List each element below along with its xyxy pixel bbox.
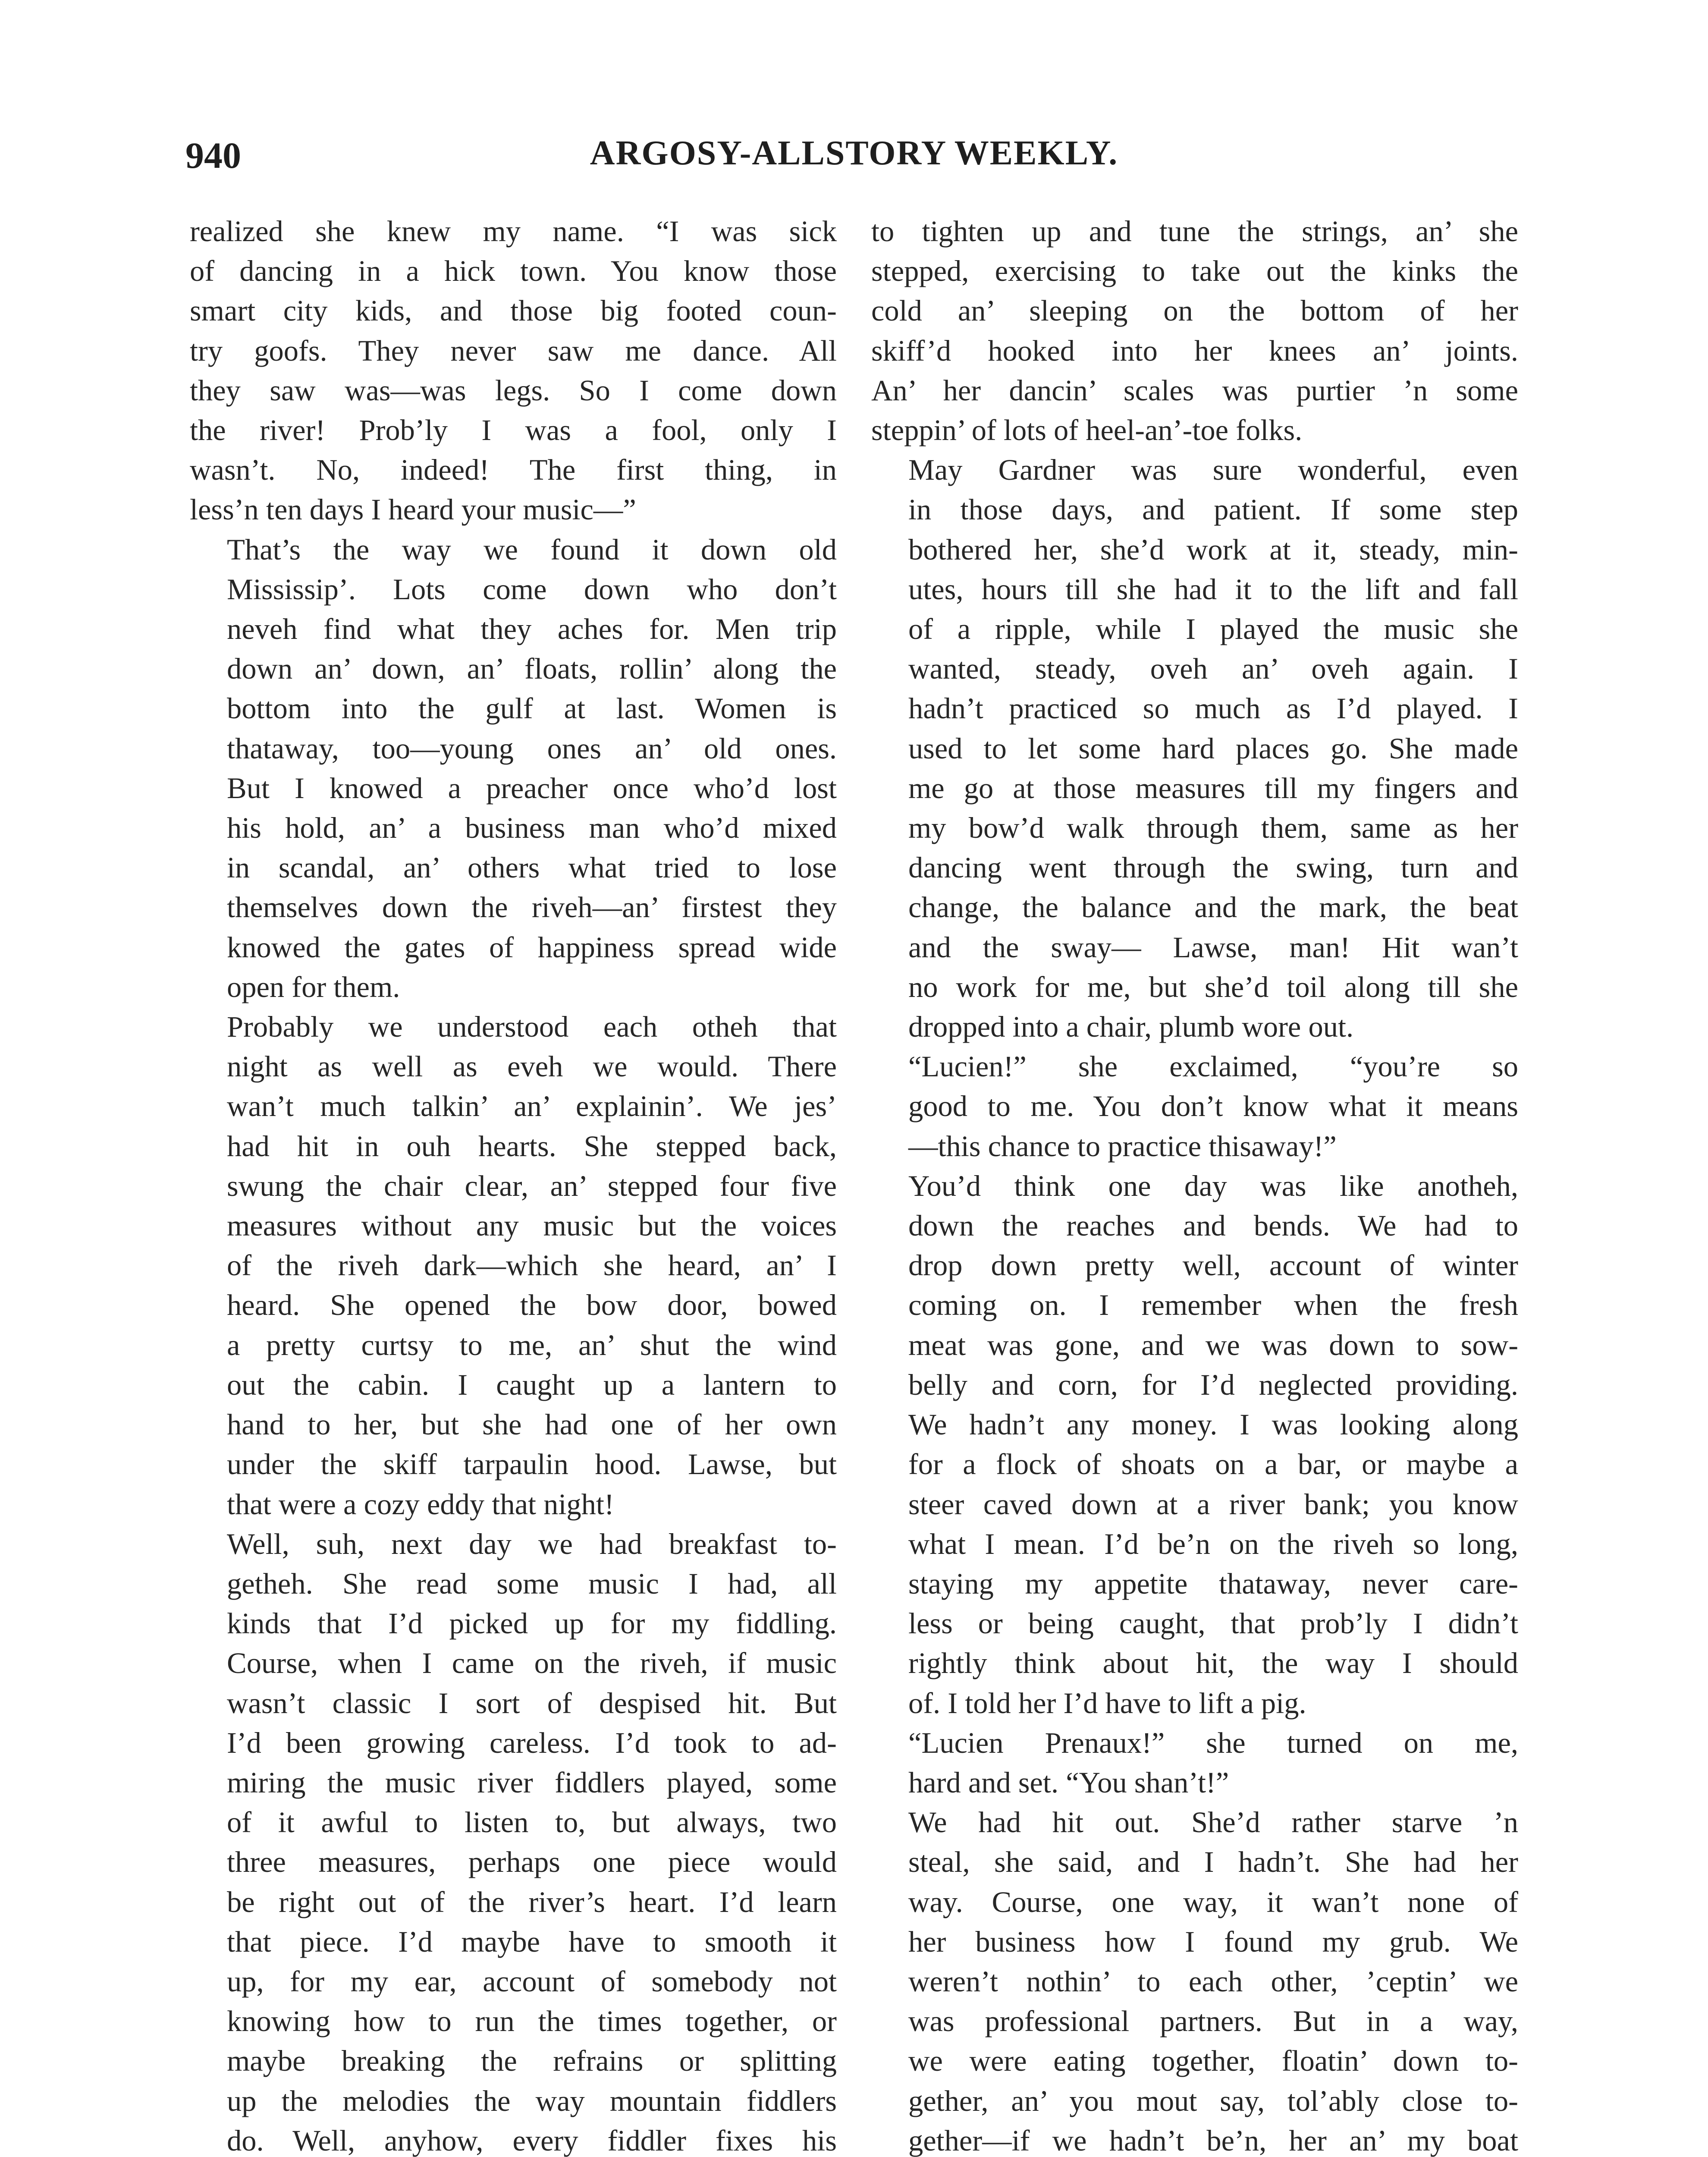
text-line: smart city kids, and those big footed coun- [190, 294, 837, 327]
text-line: open for them. [227, 970, 400, 1003]
text-line: steppin’ of lots of heel-an’-toe folks. [871, 414, 1303, 447]
text-column-left [190, 211, 837, 2157]
text-line: my bow’d walk through them, same as her [908, 811, 1518, 845]
text-line: change, the balance and the mark, the beat [908, 891, 1518, 924]
text-line: under the skiff tarpaulin hood. Lawse, but [227, 1448, 837, 1481]
text-line: wan’t much talkin’ an’ explainin’. We jes’ [227, 1090, 837, 1123]
text-line: we were eating together, floatin’ down to- [908, 2044, 1518, 2078]
text-line: down the reaches and bends. We had to [908, 1209, 1518, 1242]
text-line: belly and corn, for I’d neglected providing. [908, 1368, 1518, 1401]
text-line: the river! Prob’ly I was a fool, only I [190, 414, 837, 447]
text-line: staying my appetite thataway, never care- [908, 1567, 1518, 1600]
text-line: bothered her, she’d work at it, steady, min- [908, 533, 1518, 566]
text-line: hand to her, but she had one of her own [227, 1408, 837, 1441]
text-line: of a ripple, while I played the music she [908, 613, 1518, 646]
text-line: maybe breaking the refrains or splitting [227, 2044, 837, 2078]
text-line: do. Well, anyhow, every fiddler fixes his [227, 2124, 837, 2157]
text-line: steal, she said, and I hadn’t. She had her [908, 1846, 1518, 1879]
text-line: less or being caught, that prob’ly I didn’t [908, 1607, 1518, 1640]
text-line: Mississip’. Lots come down who don’t [227, 572, 837, 606]
text-line: dropped into a chair, plumb wore out. [908, 1010, 1354, 1044]
text-line: bottom into the gulf at last. Women is [227, 692, 837, 725]
text-line: of. I told her I’d have to lift a pig. [908, 1686, 1306, 1720]
text-line: getheh. She read some music I had, all [227, 1567, 837, 1600]
text-line: her business how I found my grub. We [908, 1925, 1518, 1958]
text-line: Probably we understood each otheh that [227, 1010, 837, 1044]
text-line: kinds that I’d picked up for my fiddling. [227, 1607, 837, 1640]
text-line: But I knowed a preacher once who’d lost [227, 771, 837, 805]
text-line: hard and set. “You shan’t!” [908, 1766, 1229, 1799]
paragraph [190, 530, 837, 1007]
text-line: for a flock of shoats on a bar, or maybe a [908, 1448, 1518, 1481]
text-line: swung the chair clear, an’ stepped four five [227, 1169, 837, 1202]
text-line: his hold, an’ a business man who’d mixed [227, 811, 837, 845]
text-line: skiff’d hooked into her knees an’ joints. [871, 334, 1518, 367]
paragraph [190, 211, 837, 530]
text-line: up, for my ear, account of somebody not [227, 1965, 837, 1998]
paragraph [871, 450, 1518, 1047]
text-line: We had hit out. She’d rather starve ’n [908, 1806, 1518, 1839]
text-line: knowed the gates of happiness spread wide [227, 931, 837, 964]
text-line: thataway, too—young ones an’ old ones. [227, 732, 837, 765]
text-line: less’n ten days I heard your music—” [190, 493, 636, 526]
text-line: I’d been growing careless. I’d took to ad- [227, 1726, 837, 1759]
text-line: try goofs. They never saw me dance. All [190, 334, 837, 367]
text-line: they saw was—was legs. So I come down [190, 374, 837, 407]
text-line: stepped, exercising to take out the kinks the [871, 255, 1518, 288]
text-line: three measures, perhaps one piece would [227, 1846, 837, 1879]
text-line: hadn’t practiced so much as I’d played. I [908, 692, 1518, 725]
text-line: up the melodies the way mountain fiddlers [227, 2084, 837, 2117]
text-line: themselves down the riveh—an’ firstest they [227, 891, 837, 924]
running-title: ARGOSY-ALLSTORY WEEKLY. [590, 134, 1118, 172]
text-line: me go at those measures till my fingers and [908, 771, 1518, 805]
text-line: a pretty curtsy to me, an’ shut the wind [227, 1328, 837, 1361]
text-line: drop down pretty well, account of winter [908, 1249, 1518, 1282]
text-line: dancing went through the swing, turn and [908, 851, 1518, 884]
text-line: was professional partners. But in a way, [908, 2005, 1518, 2038]
text-line: night as well as eveh we would. There [227, 1050, 837, 1083]
text-line: to tighten up and tune the strings, an’ she [871, 215, 1518, 248]
text-line: realized she knew my name. “I was sick [190, 215, 837, 248]
text-line: measures without any music but the voices [227, 1209, 837, 1242]
text-line: neveh find what they aches for. Men trip [227, 613, 837, 646]
text-line: May Gardner was sure wonderful, even [908, 453, 1518, 487]
text-line: wasn’t classic I sort of despised hit. But [227, 1686, 837, 1720]
text-line: had hit in ouh hearts. She stepped back, [227, 1129, 837, 1163]
text-line: Course, when I came on the riveh, if music [227, 1647, 837, 1680]
text-line: utes, hours till she had it to the lift and fall [908, 572, 1518, 606]
text-line: way. Course, one way, it wan’t none of [908, 1885, 1518, 1918]
text-line: what I mean. I’d be’n on the riveh so long, [908, 1527, 1518, 1560]
text-line: of the riveh dark—which she heard, an’ I [227, 1249, 837, 1282]
text-line: no work for me, but she’d toil along till she [908, 970, 1518, 1003]
text-line: meat was gone, and we was down to sow- [908, 1328, 1518, 1361]
paragraph [190, 1524, 837, 2157]
text-line: used to let some hard places go. She made [908, 732, 1518, 765]
text-line: gether—if we hadn’t be’n, her an’ my boat [908, 2124, 1518, 2157]
text-line: coming on. I remember when the fresh [908, 1289, 1518, 1322]
text-column-right [871, 211, 1518, 2157]
text-line: heard. She opened the bow door, bowed [227, 1289, 837, 1322]
paragraph [871, 1802, 1518, 2157]
paragraph [871, 1723, 1518, 1802]
text-line: That’s the way we found it down old [227, 533, 837, 566]
text-line: of it awful to listen to, but always, two [227, 1806, 837, 1839]
text-line: knowing how to run the times together, or [227, 2005, 837, 2038]
text-line: and the sway— Lawse, man! Hit wan’t [908, 931, 1518, 964]
text-line: wasn’t. No, indeed! The first thing, in [190, 453, 837, 487]
text-line: An’ her dancin’ scales was purtier ’n some [871, 374, 1518, 407]
text-line: steer caved down at a river bank; you know [908, 1487, 1518, 1521]
text-line: —this chance to practice thisaway!” [908, 1129, 1337, 1163]
text-line: miring the music river fiddlers played, some [227, 1766, 837, 1799]
text-line: We hadn’t any money. I was looking along [908, 1408, 1518, 1441]
paragraph [871, 1047, 1518, 1166]
text-line: “Lucien!” she exclaimed, “you’re so [908, 1050, 1518, 1083]
text-line: out the cabin. I caught up a lantern to [227, 1368, 837, 1401]
text-line: that were a cozy eddy that night! [227, 1487, 614, 1521]
text-line: wanted, steady, oveh an’ oveh again. I [908, 652, 1518, 685]
text-line: “Lucien Prenaux!” she turned on me, [908, 1726, 1518, 1759]
text-line: Well, suh, next day we had breakfast to- [227, 1527, 837, 1560]
text-line: gether, an’ you mout say, tol’ably close to- [908, 2084, 1518, 2117]
text-line: rightly think about hit, the way I should [908, 1647, 1518, 1680]
page-header [185, 134, 1523, 194]
text-line: You’d think one day was like anotheh, [908, 1169, 1518, 1202]
text-line: cold an’ sleeping on the bottom of her [871, 294, 1518, 327]
text-line: of dancing in a hick town. You know those [190, 255, 837, 288]
text-line: be right out of the river’s heart. I’d learn [227, 1885, 837, 1918]
paragraph [871, 1166, 1518, 1723]
paragraph [190, 1007, 837, 1524]
page-number: 940 [185, 135, 241, 176]
text-line: in scandal, an’ others what tried to lose [227, 851, 837, 884]
text-line: in those days, and patient. If some step [908, 493, 1518, 526]
text-line: down an’ down, an’ floats, rollin’ along the [227, 652, 837, 685]
text-line: good to me. You don’t know what it means [908, 1090, 1518, 1123]
text-line: that piece. I’d maybe have to smooth it [227, 1925, 837, 1958]
text-line: weren’t nothin’ to each other, ’ceptin’ we [908, 1965, 1518, 1998]
paragraph [871, 211, 1518, 450]
